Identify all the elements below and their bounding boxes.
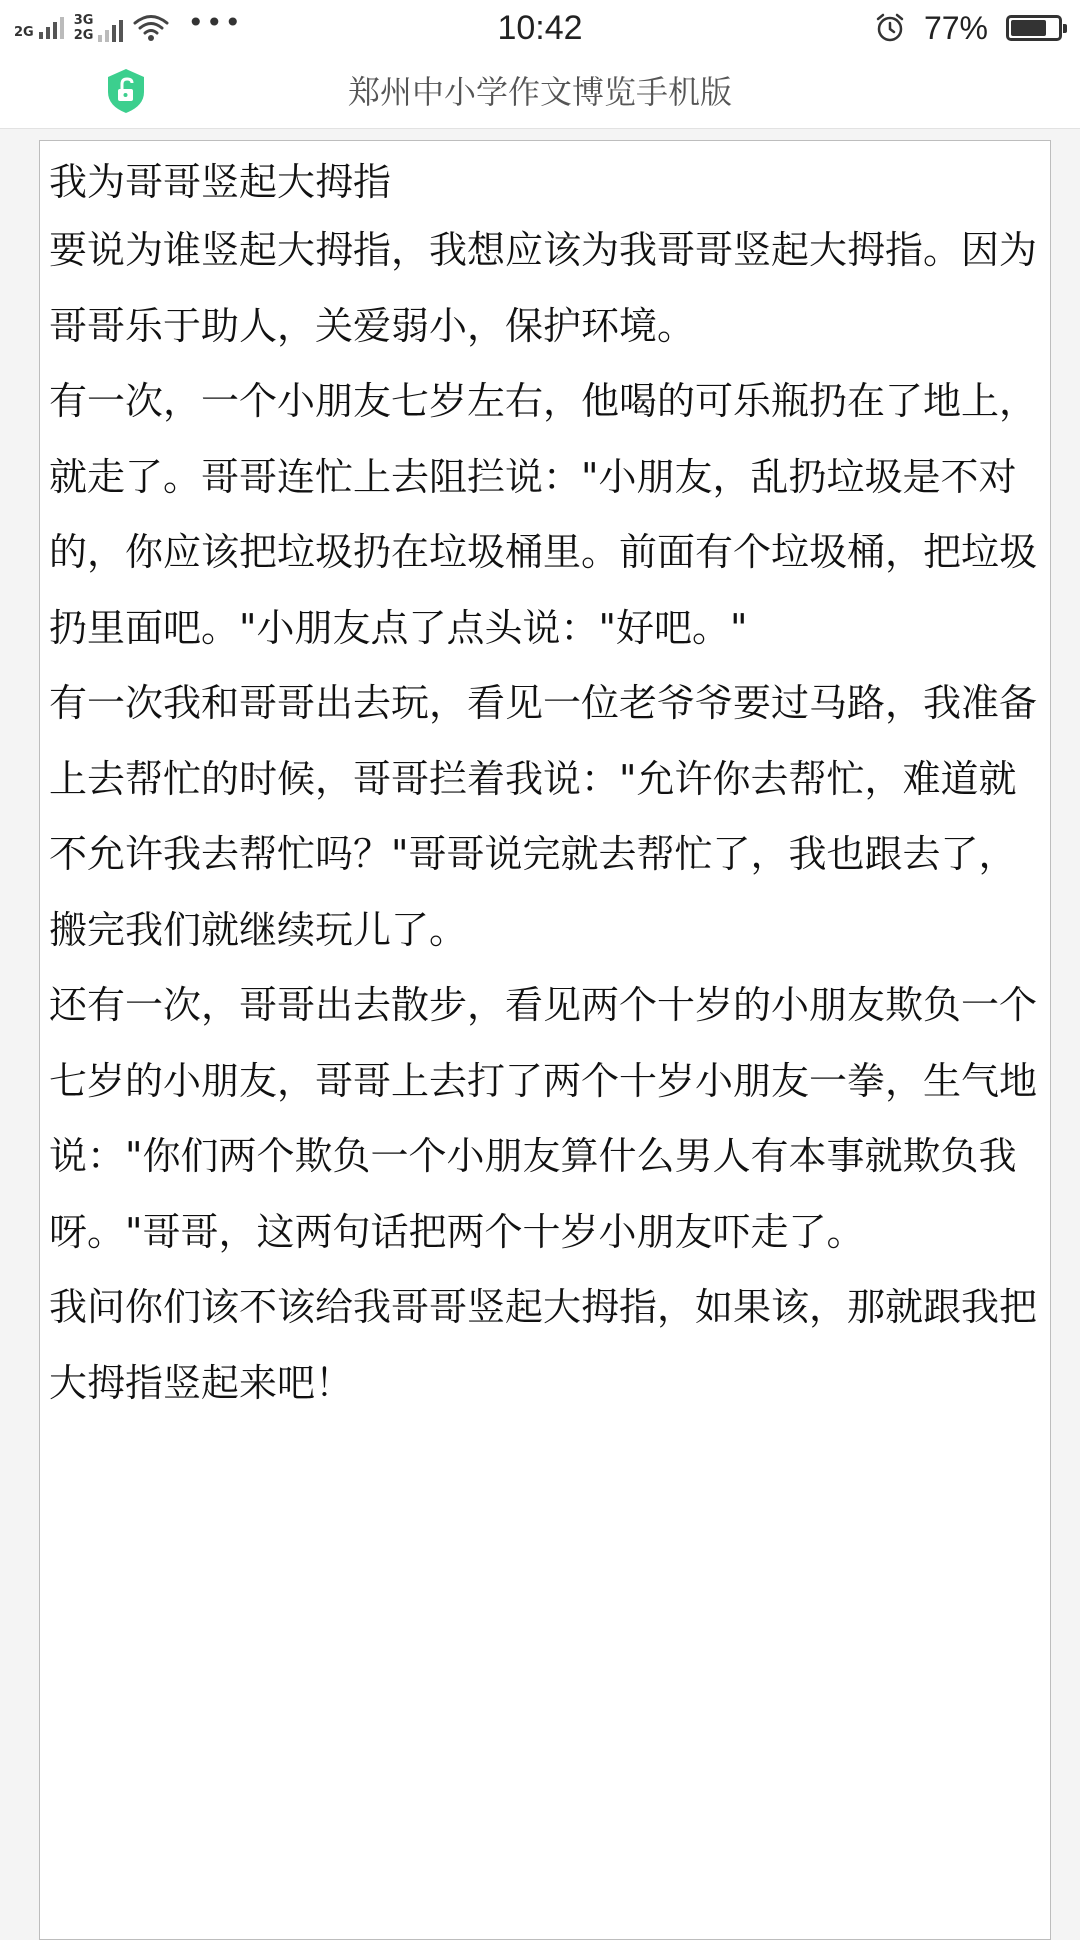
article-paragraph: 我问你们该不该给我哥哥竖起大拇指，如果该，那就跟我把大拇指竖起来吧！: [49, 1285, 1038, 1405]
article-paragraph: 有一次，一个小朋友七岁左右，他喝的可乐瓶扔在了地上，就走了。哥哥连忙上去阻拦说："小朋友，乱扔垃圾是不对的，你应该把垃圾扔在垃圾桶里。前面有个垃圾桶，把垃圾扔里面吧。"小朋友点了点头说："好吧。": [49, 379, 1038, 650]
article-paragraph: 有一次我和哥哥出去玩，看见一位老爷爷要过马路，我准备上去帮忙的时候，哥哥拦着我说："允许你去帮忙，难道就不允许我去帮忙吗？"哥哥说完就去帮忙了，我也跟去了，搬完我们就继续玩儿了。: [49, 681, 1038, 952]
clock: 10:42: [497, 9, 583, 47]
article-paragraph: 还有一次，哥哥出去散步，看见两个十岁的小朋友欺负一个七岁的小朋友，哥哥上去打了两个十岁小朋友一拳，生气地说："你们两个欺负一个小朋友算什么男人有本事就欺负我呀。"哥哥，这两句话把两个十岁小朋友吓走了。: [49, 983, 1038, 1254]
article-title: 我为哥哥竖起大拇指: [49, 160, 392, 204]
alarm-clock-icon: [874, 12, 906, 44]
signal-1-label: 2G: [14, 25, 34, 40]
article-paragraph: 要说为谁竖起大拇指，我想应该为我哥哥竖起大拇指。因为哥哥乐于助人，关爱弱小，保护环境。: [49, 228, 1038, 348]
status-bar: [0, 0, 1080, 56]
battery-icon: [1006, 15, 1062, 41]
article-container: [39, 140, 1051, 1940]
signal-2-label: 3G 2G: [73, 13, 94, 43]
more-notifications-icon: •••: [187, 6, 243, 39]
page-title: 郑州中小学作文博览手机版: [347, 73, 732, 111]
battery-percent: 77%: [923, 9, 988, 46]
status-right-group: [874, 8, 1062, 48]
title-bar: [0, 56, 1080, 129]
battery-level: [1011, 20, 1046, 36]
